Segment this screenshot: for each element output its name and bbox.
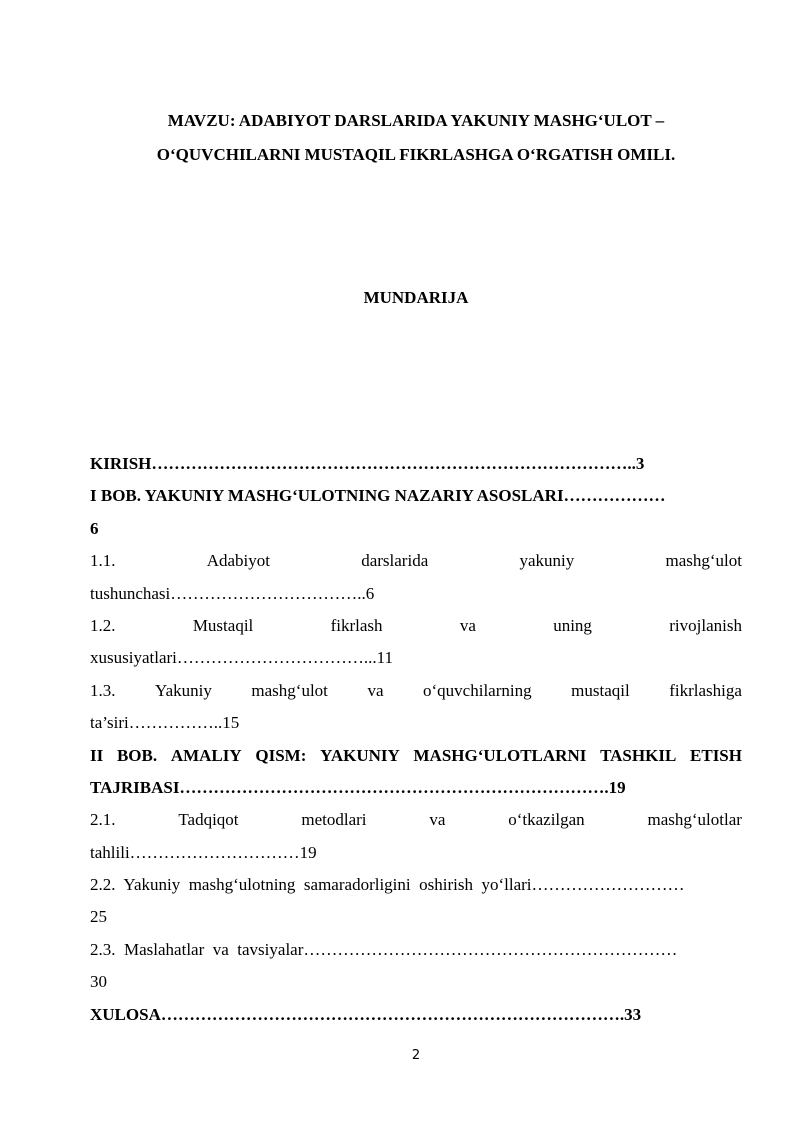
toc-entry-conclusion: XULOSA……………………………………………………………………….33 (90, 1004, 642, 1024)
word: rivojlanish (669, 615, 742, 635)
word: mashg‘ulotlar (647, 810, 742, 830)
word: va (367, 680, 384, 700)
toc-entry-intro: KIRISH…………………………………………………………………………..3 (90, 454, 645, 473)
toc-entry-2-2-page: 25 (90, 907, 107, 927)
toc-entry-1-2-line-2: xususiyatlari……………………………...11 (90, 648, 393, 668)
word: 2.1. (90, 810, 116, 830)
toc-entry-chapter-1-line-1: I BOB. YAKUNIY MASHG‘ULOTNING NAZARIY ASOSLARI……………… (90, 486, 666, 506)
word: 1.3. (90, 680, 116, 700)
word: MASHG‘ULOTLARNI (413, 745, 587, 765)
toc-heading: MUNDARIJA (363, 288, 469, 307)
word: TASHKIL (600, 745, 677, 765)
word: uning (553, 615, 592, 635)
toc-entry-chapter-2-line-1 (90, 740, 742, 772)
word: fikrlashiga (669, 680, 742, 700)
toc-entry-2-1-line-1 (90, 804, 742, 836)
word: metodlari (301, 810, 367, 830)
word: 1.1. (90, 551, 116, 571)
toc-entry-1-2-line-1 (90, 610, 742, 642)
topic-line-1: MAVZU: ADABIYOT DARSLARIDA YAKUNIY MASHG‘ULOT – (167, 111, 665, 130)
word: va (429, 810, 446, 830)
word: AMALIY (170, 745, 242, 765)
toc-entry-2-3-page: 30 (90, 972, 107, 992)
word: Yakuniy (155, 680, 212, 700)
word: ETISH (690, 745, 742, 765)
toc-entry-chapter-2-line-2: TAJRIBASI………………………………………………………………….19 (90, 777, 626, 797)
word: mustaqil (571, 680, 630, 700)
word: Adabiyot (206, 551, 270, 571)
word: YAKUNIY (320, 745, 400, 765)
word: yakuniy (519, 551, 575, 571)
page-number: 2 (411, 1048, 421, 1063)
toc-entry-1-3-line-2: ta’siri……………..15 (90, 713, 240, 733)
word: fikrlash (330, 615, 383, 635)
toc-entry-1-3-line-1 (90, 675, 742, 707)
word: BOB. (116, 745, 158, 765)
word: mashg‘ulot (251, 680, 328, 700)
table-of-contents (90, 448, 742, 1031)
word: Mustaqil (192, 615, 254, 635)
word: QISM: (255, 745, 307, 765)
topic-title (90, 104, 742, 172)
toc-entry-1-1-line-2: tushunchasi……………………………..6 (90, 583, 375, 603)
toc-entry-2-1-line-2: tahlili…………………………19 (90, 842, 317, 862)
toc-entry-2-2-line-1: 2.2. Yakuniy mashg‘ulotning samaradorligini oshirish yo‘llari……………………… (90, 875, 685, 895)
word: o‘quvchilarning (423, 680, 532, 700)
word: II (90, 745, 104, 765)
word: 1.2. (90, 615, 116, 635)
word: va (459, 615, 476, 635)
topic-line-2: O‘QUVCHILARNI MUSTAQIL FIKRLASHGA O‘RGATISH OMILI. (156, 145, 676, 164)
word: mashg‘ulot (665, 551, 742, 571)
toc-entry-1-1-line-1 (90, 545, 742, 577)
toc-entry-chapter-1-page: 6 (90, 518, 99, 538)
word: Tadqiqot (178, 810, 239, 830)
word: darslarida (361, 551, 429, 571)
toc-entry-2-3-line-1: 2.3. Maslahatlar va tavsiyalar………………………………………………………… (90, 939, 678, 959)
word: o‘tkazilgan (508, 810, 585, 830)
